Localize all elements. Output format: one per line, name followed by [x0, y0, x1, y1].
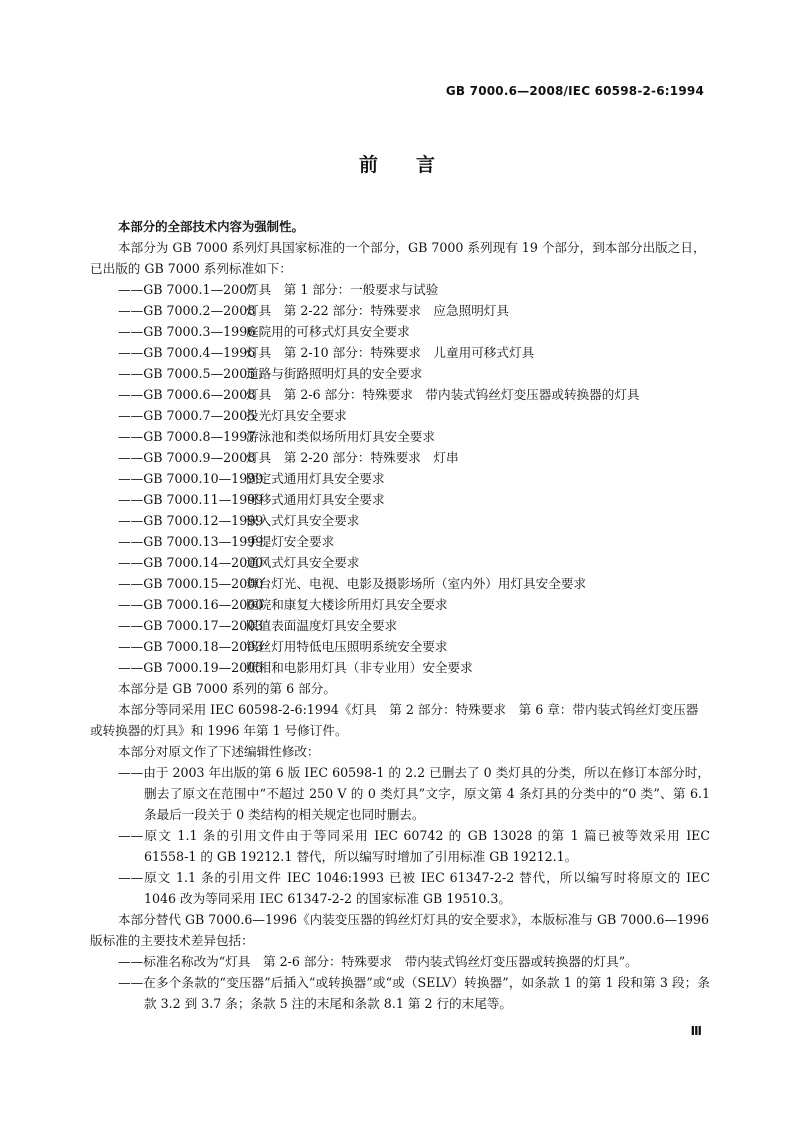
standard-title: 灯具 第 1 部分：一般要求与试验	[246, 282, 439, 297]
list-item: ——标准名称改为“灯具 第 2-6 部分：特殊要求 带内装式钨丝灯变压器或转换器的灯具”。	[118, 954, 638, 969]
differences-list	[90, 951, 710, 1014]
standard-title: 道路与街路照明灯具的安全要求	[246, 366, 423, 381]
standard-id: ——GB 7000.1—2007	[118, 282, 256, 297]
list-item	[90, 342, 710, 363]
list-item: ——由于 2003 年出版的第 6 版 IEC 60598-1 的 2.2 已删去了 0 类灯具的分类，所以在修订本部分时，删去了原文在范围中“不超过 250 V 的 0 类灯具”文字，原文第 4 条灯具的分类中的“0 类”、第 6.1 条最后一段关于 0 类结构的相关规定也同时删去。	[118, 765, 710, 822]
standard-id: ——GB 7000.7—2005	[118, 408, 256, 423]
standard-title: 限值表面温度灯具安全要求	[246, 618, 398, 633]
standard-id: ——GB 7000.10—1999	[118, 471, 264, 486]
list-item	[90, 405, 710, 426]
adoption-paragraph: 本部分等同采用 IEC 60598-2-6:1994《灯具 第 2 部分：特殊要求 第 6 章：带内装式钨丝灯变压器或转换器的灯具》和 1996 年第 1 号修订件。	[90, 702, 699, 738]
list-item	[90, 321, 710, 342]
list-item	[90, 300, 710, 321]
standard-title: 灯具 第 2-10 部分：特殊要求 儿童用可移式灯具	[246, 345, 535, 360]
standard-id: ——GB 7000.11—1999	[118, 492, 264, 507]
list-item	[90, 447, 710, 468]
standard-title: 嵌入式灯具安全要求	[246, 513, 360, 528]
standard-id: ——GB 7000.15—2000	[118, 576, 264, 591]
list-item	[90, 615, 710, 636]
standard-title: 固定式通用灯具安全要求	[246, 471, 385, 486]
standard-title: 舞台灯光、电视、电影及摄影场所（室内外）用灯具安全要求	[246, 576, 587, 591]
standard-title: 医院和康复大楼诊所用灯具安全要求	[246, 597, 448, 612]
list-item	[90, 279, 710, 300]
page-number: Ⅲ	[690, 1024, 702, 1038]
standard-id: ——GB 7000.6—2008	[118, 387, 256, 402]
standard-id: ——GB 7000.3—1996	[118, 324, 256, 339]
standard-id: ——GB 7000.8—1997	[118, 429, 256, 444]
list-item	[90, 510, 710, 531]
standard-id: ——GB 7000.16—2000	[118, 597, 264, 612]
page-title: 前言	[358, 154, 473, 176]
standard-title: 庭院用的可移式灯具安全要求	[246, 324, 410, 339]
mandatory-statement: 本部分的全部技术内容为强制性。	[118, 219, 304, 234]
standard-title: 照相和电影用灯具（非专业用）安全要求	[246, 660, 473, 675]
standard-id: ——GB 7000.9—2008	[118, 450, 256, 465]
part-statement: 本部分是 GB 7000 系列的第 6 部分。	[118, 681, 336, 696]
standard-title: 可移式通用灯具安全要求	[246, 492, 385, 507]
list-item	[90, 594, 710, 615]
list-item	[90, 636, 710, 657]
standard-title: 灯具 第 2-6 部分：特殊要求 带内装式钨丝灯变压器或转换器的灯具	[246, 387, 640, 402]
standard-id: ——GB 7000.5—2005	[118, 366, 256, 381]
standard-header: GB 7000.6—2008/IEC 60598-2-6:1994	[445, 84, 704, 98]
standard-title: 钨丝灯用特低电压照明系统安全要求	[246, 639, 448, 654]
standard-id: ——GB 7000.17—2003	[118, 618, 264, 633]
list-item: ——原文 1.1 条的引用文件 IEC 1046:1993 已被 IEC 61347-2-2 替代，所以编写时将原文的 IEC 1046 改为等同采用 IEC 61347-2-2 的国家标准 GB 19510.3。	[118, 870, 710, 906]
replacement-paragraph: 本部分替代 GB 7000.6—1996《内装变压器的钨丝灯灯具的安全要求》，本版标准与 GB 7000.6—1996 版标准的主要技术差异包括：	[90, 912, 709, 948]
standard-id: ——GB 7000.14—2000	[118, 555, 264, 570]
standard-id: ——GB 7000.19—2005	[118, 660, 264, 675]
modifications-list	[90, 762, 710, 909]
standard-title: 游泳池和类似场所用灯具安全要求	[246, 429, 435, 444]
standard-title: 灯具 第 2-22 部分：特殊要求 应急照明灯具	[246, 303, 509, 318]
standard-id: ——GB 7000.13—1999	[118, 534, 264, 549]
list-item	[90, 468, 710, 489]
list-item	[90, 426, 710, 447]
standard-id: ——GB 7000.18—2003	[118, 639, 264, 654]
list-item: ——在多个条款的“变压器”后插入“或转换器”或“或（SELV）转换器”，如条款 1 的第 1 段和第 3 段；条款 3.2 到 3.7 条；条款 5 注的末尾和条款 8.1 第 2 行的末尾等。	[118, 975, 710, 1011]
list-item	[90, 573, 710, 594]
standard-id: ——GB 7000.12—1999	[118, 513, 264, 528]
list-item	[90, 489, 710, 510]
list-item	[90, 384, 710, 405]
standard-title: 灯具 第 2-20 部分：特殊要求 灯串	[246, 450, 459, 465]
standard-title: 投光灯具安全要求	[246, 408, 347, 423]
standard-title: 手提灯安全要求	[246, 534, 335, 549]
list-item: ——原文 1.1 条的引用文件由于等同采用 IEC 60742 的 GB 13028 的第 1 篇已被等效采用 IEC 61558-1 的 GB 19212.1 替代，所以编写时增加了引用标准 GB 19212.1。	[118, 828, 710, 864]
standard-title: 通风式灯具安全要求	[246, 555, 360, 570]
standard-id: ——GB 7000.4—1996	[118, 345, 256, 360]
intro-paragraph: 本部分为 GB 7000 系列灯具国家标准的一个部分，GB 7000 系列现有 19 个部分，到本部分出版之日，已出版的 GB 7000 系列标准如下：	[90, 240, 706, 276]
document-body	[90, 216, 710, 1014]
standard-id: ——GB 7000.2—2008	[118, 303, 256, 318]
standards-list	[90, 279, 710, 678]
list-item	[90, 657, 710, 678]
modifications-intro: 本部分对原文作了下述编辑性修改：	[118, 744, 320, 759]
list-item	[90, 552, 710, 573]
list-item	[90, 363, 710, 384]
list-item	[90, 531, 710, 552]
